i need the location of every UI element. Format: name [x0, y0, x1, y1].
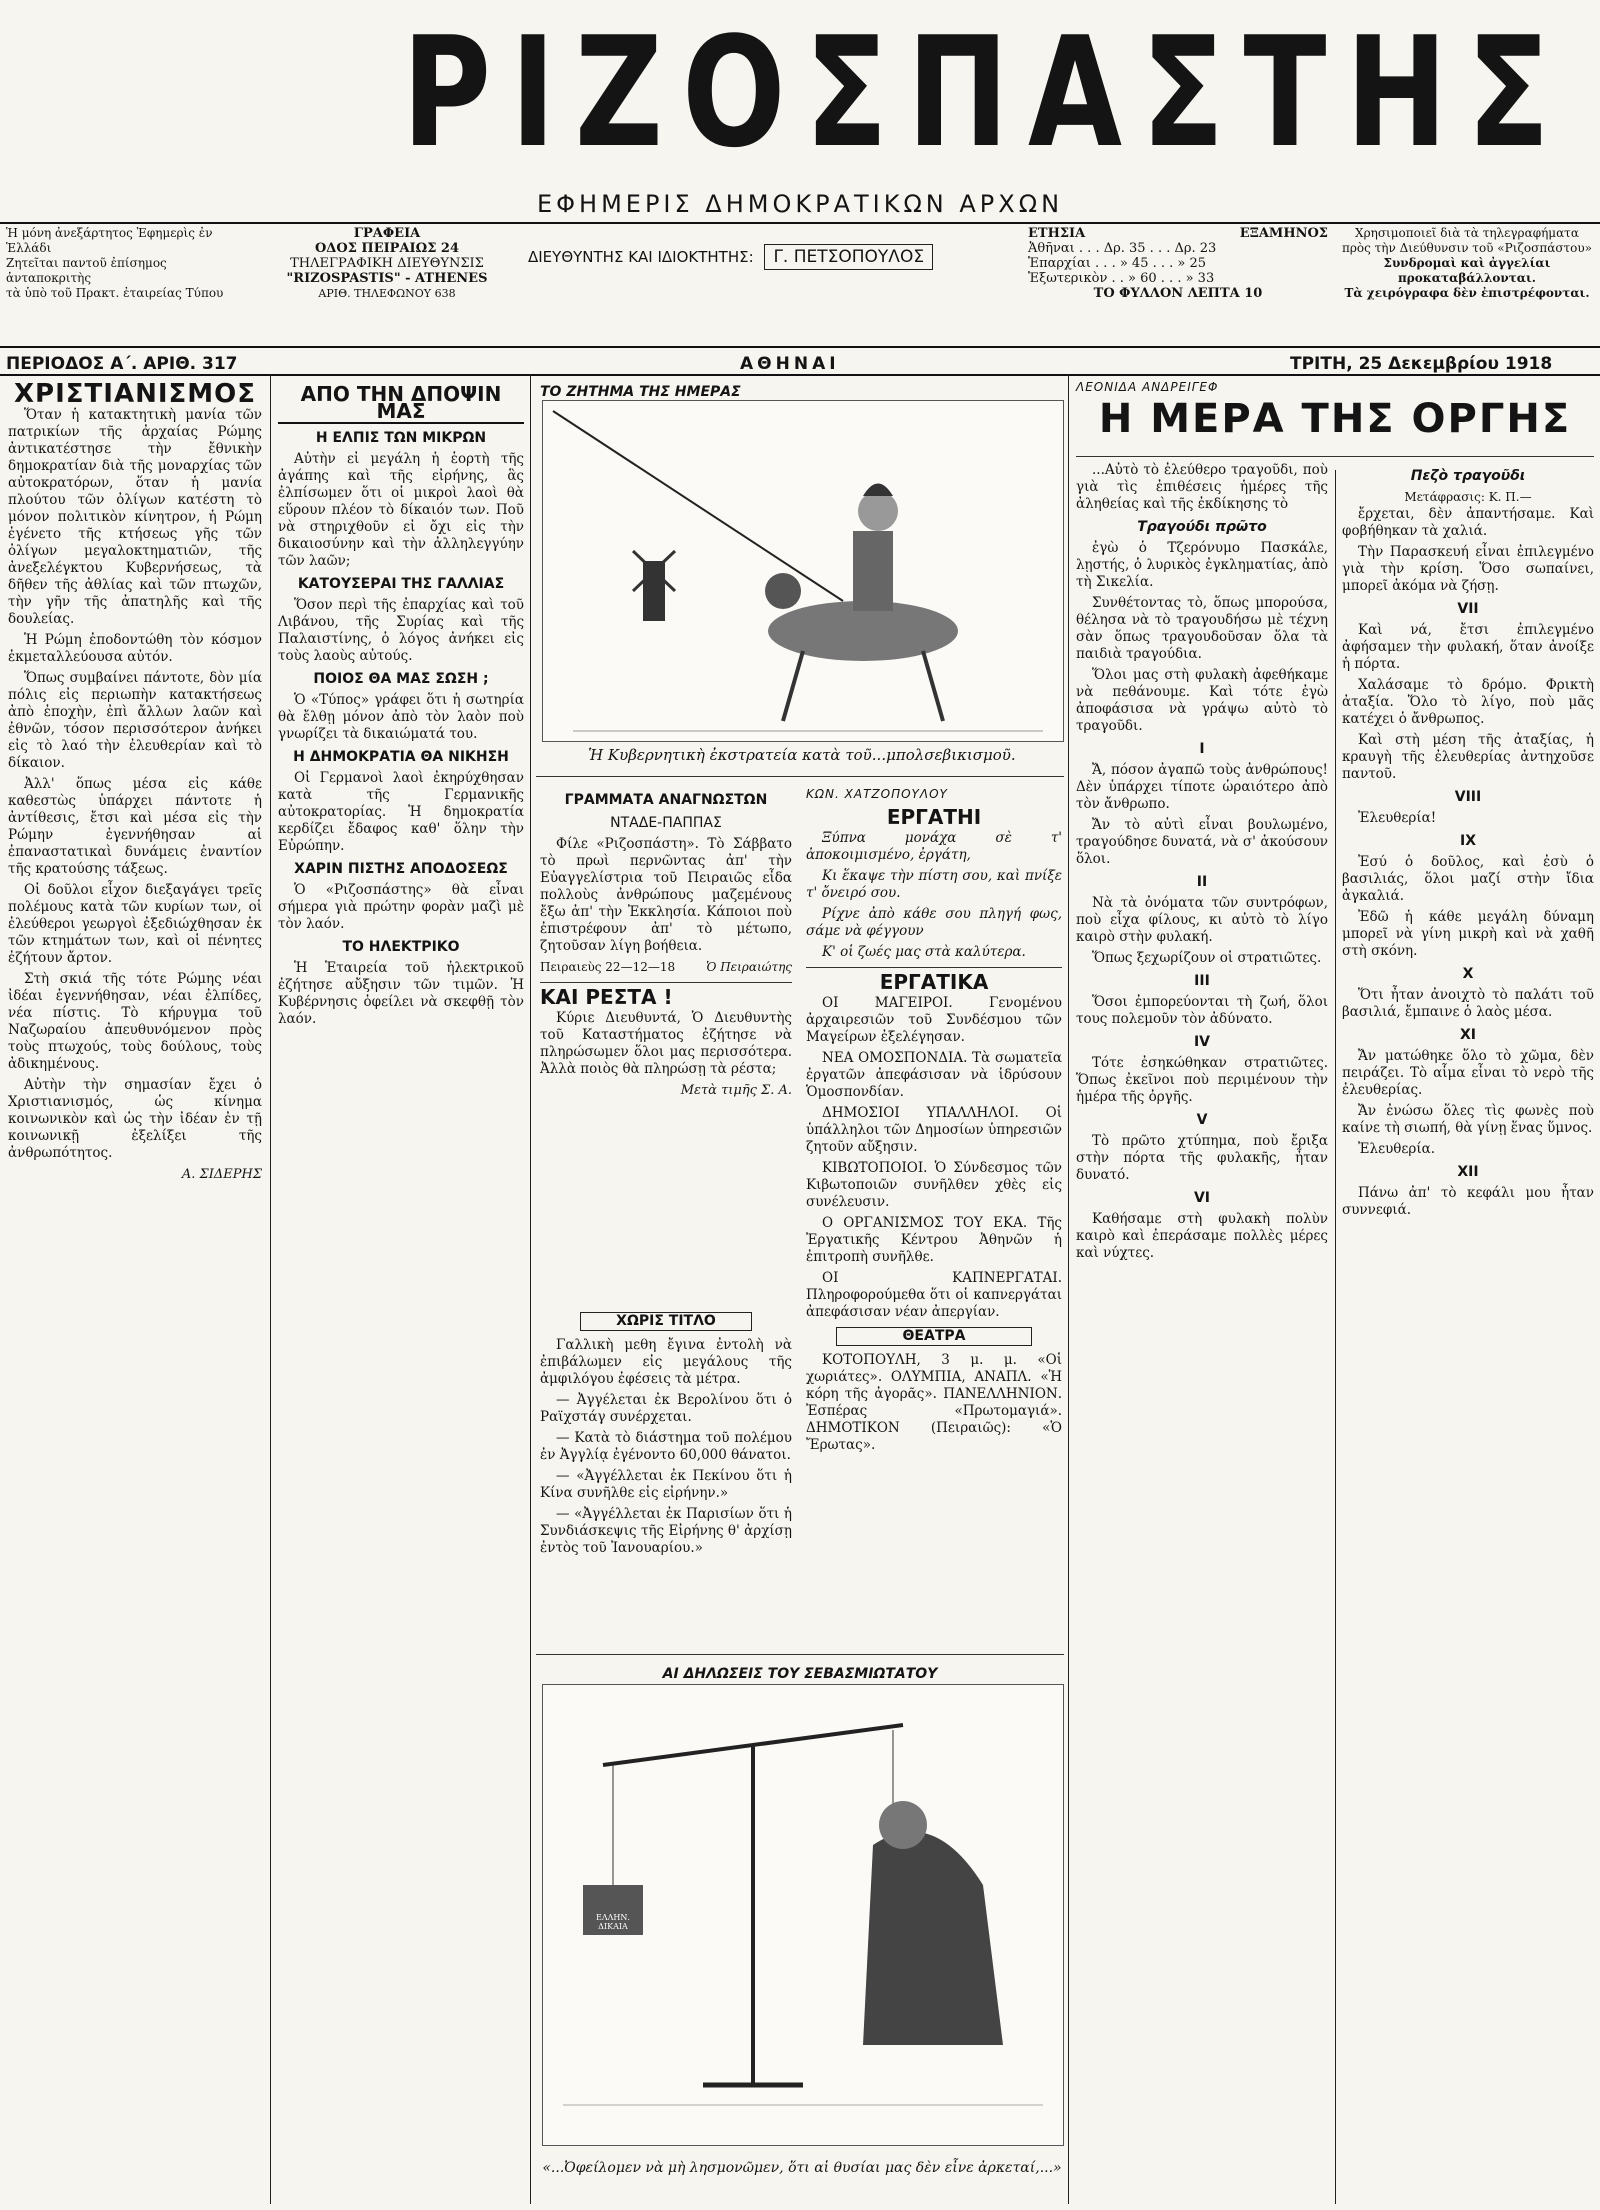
cartoon-illustration: [542, 400, 1064, 742]
section-heading: ΧΑΡΙΝ ΠΙΣΤΗΣ ΑΠΟΔΟΣΕΩΣ: [294, 861, 508, 877]
article-title: ΧΩΡΙΣ ΤΙΤΛΟ: [580, 1312, 752, 1331]
paragraph: Ὅσοι ἐμπορεύονται τὴ ζωή, ὅλοι τους πολεμοῦν τὸν ἀδύνατο.: [1076, 994, 1328, 1027]
info-line: Χρησιμοποιεῖ διὰ τὰ τηλεγραφήματα πρὸς τὴν Διεύθυνσιν τοῦ «Ριζοσπάστου»: [1341, 226, 1593, 255]
paragraph: Ὅταν ἡ κατακτητικὴ μανία τῶν πατρικίων τῆς ἀρχαίας Ρώμης ἀντικατέστησε τὴν ἔθνικὴν δημοκρατίαν διὰ τῆς μοναρχίας τῶν αὐτοκρατόρων, ὅταν ἡ μανία πλούτου τῶν ὀλίγων κατέστη τὸ μόνον πολιτικὸν κίνητρον, ἡ Ρώμη ἐγένετο τῆς κτήσεως γῆς τῶν ὀλίγων μεγαλοκτηματιῶν, τῆς ἀνεξελέγκτου Κυβερνήσεως, τὰ δῆθεν τῆς ἀθλίας καὶ τῶν πτωχῶν, τὴν γῆν τῆς ἀπατηλῆς καὶ τῆς δουλείας.: [8, 407, 262, 627]
paragraph: Κύριε Διευθυντά, Ὁ Διευθυντὴς τοῦ Καταστήματος ἐζήτησε νὰ πληρώσωμεν ὅλοι μας περισσότερα. Ἀλλὰ ποιὸς θὰ πληρώσῃ τὰ ρέστα;: [540, 1010, 792, 1077]
divider: [0, 222, 1600, 224]
paragraph: Ἄν τὸ αὐτὶ εἶναι βουλωμένο, τραγούδησε δυνατά, νὰ σ' ἀκούσουν ὅλοι.: [1076, 817, 1328, 867]
don-quixote-illustration: [543, 401, 1063, 741]
section-number: XII: [1457, 1164, 1479, 1180]
paragraph: Πάνω ἀπ' τὸ κεφάλι μου ἦταν συννεφιά.: [1342, 1185, 1594, 1218]
theatre-listing: ΚΟΤΟΠΟΥΛΗ, 3 μ. μ. «Οἱ χωριάτες». ΟΛΥΜΠΙΑ, ΑΝΑΠΛ. «Ἡ κόρη τῆς ἀγορᾶς». ΠΑΝΕΛΛΗΝΙΟΝ. Ἐσπέρας «Πρωτομαγιά». ΔΗΜΟΤΙΚΟΝ (Πειραιῶς): «Ὁ Ἔρωτας».: [806, 1352, 1062, 1453]
article-title: ΑΠΟ ΤΗΝ ΔΠΟΨΙΝ ΜΑΣ: [278, 386, 524, 424]
section-number: II: [1196, 874, 1208, 890]
paragraph: Ἐσύ ὁ δοῦλος, καὶ ἐσὺ ὁ βασιλιάς, ὅλοι μαζί στὴν ἴδια ἀγκαλιά.: [1342, 854, 1594, 904]
paragraph: Ὅτι ἦταν ἀνοιχτὸ τὸ παλάτι τοῦ βασιλιά, ἔμπαινε ὁ λαὸς μέσα.: [1342, 987, 1594, 1020]
paragraph: Αὐτὴν εἰ μεγάλη ἡ ἑορτὴ τῆς ἀγάπης καὶ τῆς εἰρήνης, ἃς ἐλπίσωμεν ὅτι οἱ μικροὶ λαοὶ θὰ εὕρουν πλέον τὸ δίκαιόν των. Ποῦ νὰ στηριχθοῦν εἰ ὄχι εἰς τὴν δικαιοσύνην καὶ τὴν ἀλληλεγγύην τῶν λαῶν;: [278, 451, 524, 569]
paragraph: Στὴ σκιά τῆς τότε Ρώμης νέαι ἰδέαι ἐγεννήθησαν, νέαι ἐλπίδες, νέα πίστις. Τὸ κήρυγμα τοῦ Ναζωραίου ἀπευθυνόμενον πρὸς τοὺς πτωχούς, τοὺς δούλους, τοὺς ἀδικημένους.: [8, 971, 262, 1072]
section-heading: ΕΡΓΑΤΙΚΑ: [879, 970, 989, 994]
poem-line: Ρίχνε ἀπὸ κάθε σου πληγή φως, σάμε νὰ φέγγουν: [806, 906, 1062, 939]
news-item: ΝΕΑ ΟΜΟΣΠΟΝΔΙΑ. Τὰ σωματεῖα ἐργατῶν ἀπεφάσισαν νὰ ἱδρύσουν Ὁμοσπονδίαν.: [806, 1050, 1062, 1100]
paragraph: Ὅλοι μας στὴ φυλακὴ ἀφεθήκαμε νὰ πεθάνουμε. Καὶ τότε ἐγὼ ἀποφάσισα νὰ γράψω αὐτὸ τὸ τραγοῦδι.: [1076, 667, 1328, 734]
article-title: ΚΑΙ ΡΕΣΤΑ !: [540, 985, 673, 1009]
article-title: ΕΡΓΑΤΗΙ: [886, 805, 982, 829]
serial-header: [1076, 380, 1594, 444]
subscriptions-box: [1028, 226, 1328, 314]
paragraph: Οἱ Γερμανοὶ λαοὶ ἐκηρύχθησαν κατὰ τῆς Γερμανικῆς αὐτοκρατορίας. Ἡ δημοκρατία κερδίζει ἔδαφος καθ' ὅλην τὴν Εὐρώπην.: [278, 770, 524, 854]
divider: [0, 374, 1600, 376]
info-line: τὰ ὑπὸ τοῦ Πρακτ. ἐταιρείας Τύπου: [6, 286, 224, 300]
news-item: — «Ἀγγέλλεται ἐκ Πεκίνου ὅτι ἡ Κίνα συνῆλθε εἰς εἰρήνην.»: [540, 1468, 792, 1501]
article-christianity: [8, 380, 262, 2202]
issue-date: ΤΡΙΤΗ, 25 Δεκεμβρίου 1918: [1290, 354, 1553, 374]
info-right: [1340, 226, 1594, 314]
poem-line: Ξύπνα μονάχα σὲ τ' ἀποκοιμισμένο, ἐργάτη,: [806, 830, 1062, 863]
paragraph: Ὁ «Ριζοσπάστης» θὰ εἶναι σήμερα γιὰ πρώτην φορὰν μαζὶ μὲ τὸν λαόν.: [278, 882, 524, 932]
news-item: — «Ἀγγέλλεται ἐκ Παρισίων ὅτι ἡ Συνδιάσκεψις τῆς Εἰρήνης θ' ἀρχίσῃ ἐντὸς τοῦ Ἰανουαρίου.»: [540, 1506, 792, 1556]
section-number: V: [1196, 1112, 1208, 1128]
paragraph: Ὅπως ξεχωρίζουν οἱ στρατιῶτες.: [1092, 950, 1322, 966]
newspaper-subtitle: ΕΦΗΜΕΡΙΣ ΔΗΜΟΚΡΑΤΙΚΩΝ ΑΡΧΩΝ: [536, 190, 1064, 218]
paragraph: Φίλε «Ριζοσπάστη». Τὸ Σάββατο τὸ πρωὶ περνῶντας ἀπ' τὴν Εὐαγγελίστρια τοῦ Πειραιῶς εἶδα πολλοὺς ἀνθρώπους μαζεμένους ἔξω ἀπ' τὴν Ἐκκλησία. Κάποιοι ποὺ ἐπιστρέφουν ἀπ' τὸ μέτωπο, ζητοῦσαν λίγη βοήθεια.: [540, 836, 792, 954]
section-number: III: [1194, 973, 1210, 989]
paragraph: ἔρχεται, δὲν ἀπαντήσαμε. Καὶ φοβήθηκαν τὰ χαλιά.: [1342, 506, 1594, 539]
paragraph: Νὰ τὰ ὀνόματα τῶν συντρόφων, ποὺ εἶχα φίλους, κι αὐτὸ τὸ λίγο καιρὸ στὴν φυλακή.: [1076, 895, 1328, 945]
news-item: ΔΗΜΟΣΙΟΙ ΥΠΑΛΛΗΛΟΙ. Οἱ ὑπάλληλοι τῶν Δημοσίων ὑπηρεσιῶν ζητοῦν αὔξησιν.: [806, 1105, 1062, 1155]
article-author: Α. ΣΙΔΕΡΗΣ: [181, 1167, 262, 1182]
subs-row: Ἐπαρχίαι . . . » 45 . . . » 25: [1028, 256, 1207, 271]
letter-signature: Ὁ Πειραιώτης: [706, 960, 792, 974]
paragraph: Καὶ νά, ἔτσι ἐπιλεγμένο ἀφήσαμεν τὴν φυλακή, ὅταν ἀνοίξε ἡ πόρτα.: [1342, 622, 1594, 672]
section-heading: ΘΕΑΤΡΑ: [836, 1327, 1032, 1346]
paragraph: Αὐτὴν τὴν σημασίαν ἔχει ὁ Χριστιανισμός, ὡς κίνημα κοινωνικὸν καὶ ὡς τὴν ἰδέαν ἐν τῇ κοινωνικῇ ἐξελίξει τῆς ἀνθρωπότητος.: [8, 1077, 262, 1161]
section-heading: ΚΑΤΟΥΣΕΡΑΙ ΤΗΣ ΓΑΛΛΙΑΣ: [297, 576, 505, 592]
paragraph: ...Αὐτὸ τὸ ἐλεύθερο τραγοῦδι, ποὺ γιὰ τὶς ἐπιθέσεις ἡμέρες τῆς ἀληθείας καὶ τῆς ἐκδίκησης τὸ: [1076, 462, 1328, 512]
offices-telegraph: ΤΗΛΕΓΡΑΦΙΚΗ ΔΙΕΥΘΥΝΣΙΣ: [290, 256, 484, 271]
poem-author: ΚΩΝ. ΧΑΤΖΟΠΟΥΛΟΥ: [806, 787, 948, 801]
director-label: ΔΙΕΥΘΥΝΤΗΣ ΚΑΙ ΙΔΙΟΚΤΗΤΗΣ:: [528, 248, 754, 266]
news-item: Γαλλικὴ μεθη ἔγινα ἐντολὴ νὰ ἐπιβάλωμεν εἰς μεγάλους τῆς ἀμφιλόγου ἐφέσεις τὰ μέτρα.: [540, 1337, 792, 1387]
article-title: ΓΡΑΜΜΑΤΑ ΑΝΑΓΝΩΣΤΩΝ: [564, 792, 768, 808]
cartoon-header: ΑΙ ΔΗΛΩΣΕΙΣ ΤΟΥ ΣΕΒΑΣΜΙΩΤΑΤΟΥ: [662, 1666, 938, 1682]
section-number: IV: [1193, 1034, 1211, 1050]
serial-translator: Μετάφρασις: Κ. Π.—: [1404, 490, 1532, 504]
paragraph: Ἄν ματώθηκε ὅλο τὸ χῶμα, δὲν πειράζει. Τὸ αἷμα εἶναι τὸ νερὸ τῆς ἐλευθερίας.: [1342, 1048, 1594, 1098]
section-heading: Τραγούδι πρῶτο: [1137, 519, 1267, 535]
paragraph: Τότε ἐσηκώθηκαν στρατιῶτες. Ὅπως ἐκεῖνοι ποὺ περιμένουν τὴν ἡμέρα τῆς ὀργῆς.: [1076, 1055, 1328, 1105]
serial-column-a: [1076, 462, 1328, 2202]
subs-row: Ἐξωτερικὸν . . » 60 . . . » 33: [1028, 271, 1215, 286]
paragraph: Καὶ στὴ μέση τῆς ἀταξίας, ἡ κραυγὴ τῆς ἐλευθερίας ἀντηχοῦσε παντοῦ.: [1342, 732, 1594, 782]
cartoon-illustration: [542, 1684, 1064, 2146]
section-number: VIII: [1454, 789, 1482, 805]
article-opinion: [278, 380, 524, 2202]
section-number: VII: [1457, 601, 1479, 617]
info-line: Ἡ μόνη ἀνεξάρτητος Ἐφημερὶς ἐν Ἑλλάδι: [6, 226, 213, 255]
news-item: ΟΙ ΜΑΓΕΙΡΟΙ. Γενομένου ἀρχαιρεσιῶν τοῦ Συνδέσμου τῶν Μαγείρων ἐξελέγησαν.: [806, 995, 1062, 1045]
section-number: I: [1199, 741, 1205, 757]
divider: [1076, 456, 1594, 457]
serial-column-b: [1342, 462, 1594, 2202]
section-number: IX: [1459, 833, 1476, 849]
divider: [536, 1654, 1064, 1655]
bag-label: ΕΛΛΗΝ. ΔΙΚΑΙΑ: [596, 1913, 630, 1931]
city: ΑΘΗΝΑΙ: [740, 354, 840, 374]
paragraph: Ὁ «Τύπος» γράφει ὅτι ἡ σωτηρία θὰ ἔλθῃ μόνον ἀπὸ τὸν λαὸν ποὺ γνωρίζει τὰ δικαιώματά του.: [278, 692, 524, 742]
poem-line: Κι ἕκαψε τὴν πίστη σου, καὶ πνίξε τ' ὄνειρό σου.: [806, 868, 1062, 901]
offices-title: ΓΡΑΦΕΙΑ: [353, 226, 421, 241]
paragraph: Ἡ Ἑταιρεία τοῦ ἠλεκτρικοῦ ἐζήτησε αὔξησιν τῶν τιμῶν. Ἡ Κυβέρνησις ὀφείλει νὰ σκεφθῇ τὸν λαόν.: [278, 960, 524, 1027]
info-line: Τὰ χειρόγραφα δὲν ἐπιστρέφονται.: [1344, 286, 1590, 300]
paragraph: Τὴν Παρασκευή εἶναι ἐπιλεγμένο γιὰ τὴν κρίση. Ὅσο σωπαίνει, μπορεῖ ἀκόμα νὰ ζήσῃ.: [1342, 544, 1594, 594]
offices-phone: ΑΡΙΘ. ΤΗΛΕΦΩΝΟΥ 638: [318, 287, 456, 300]
column-rule: [1335, 470, 1336, 2204]
issue-price: ΤΟ ΦΥΛΛΟΝ ΛΕΠΤΑ 10: [1093, 286, 1263, 301]
column-rule: [530, 374, 531, 2204]
info-line: Ζητεῖται παντοῦ ἐπίσημος ἀνταποκριτὴς: [6, 256, 167, 285]
serial-author: ΛΕΟΝΙΔΑ ΑΝΔΡΕΙΓΕΦ: [1076, 380, 1219, 394]
divider: [0, 346, 1600, 348]
subs-annual-label: ΕΤΗΣΙΑ: [1028, 226, 1086, 241]
paragraph: Ἀλλ' ὅπως μέσα εἰς κάθε καθεστὼς ὑπάρχει πάντοτε ἡ ἀντίθεσις, ἔτσι καὶ μέσα εἰς τὴν Ρώμην ἐγεννήθησαν αἱ ἐπαναστατικαὶ δυνάμεις ἐναντίον τῆς κρατούσης τάξεως.: [8, 776, 262, 877]
paragraph: Χαλάσαμε τὸ δρόμο. Φρικτὴ ἀταξία. Ὅλο τὸ λίγο, ποὺ μᾶς κατέχει ὁ ἄνθρωπος.: [1342, 677, 1594, 727]
section-heading: Η ΕΛΠΙΣ ΤΩΝ ΜΙΚΡΩΝ: [315, 430, 487, 446]
masthead: [0, 0, 1600, 218]
offices-telegraph-value: "RIZOSPASTIS" - ATHENES: [286, 271, 488, 286]
news-item: — Κατὰ τὸ διάστημα τοῦ πολέμου ἐν Ἀγγλίᾳ ἐγένοντο 60,000 θάνατοι.: [540, 1430, 792, 1463]
section-number: X: [1462, 966, 1474, 982]
column-rule: [270, 374, 271, 2204]
letter-signature: Μετὰ τιμῆς Σ. Α.: [680, 1083, 792, 1098]
article-workers: [806, 786, 1062, 1453]
subs-row: Ἀθῆναι . . . Δρ. 35 . . . Δρ. 23: [1028, 241, 1217, 256]
info-left: [6, 226, 246, 314]
paragraph: Καθήσαμε στὴ φυλακὴ πολὺν καιρὸ καὶ ἐπεράσαμε πολλὲς μέρες καὶ νύχτες.: [1076, 1211, 1328, 1261]
news-item: ΚΙΒΩΤΟΠΟΙΟΙ. Ὁ Σύνδεσμος τῶν Κιβωτοποιῶν συνῆλθεν χθὲς εἰς συνέλευσιν.: [806, 1160, 1062, 1210]
paragraph: Ἐδῶ ἡ κάθε μεγάλη δύναμη μπορεῖ νὰ γίνη μικρὴ καὶ νὰ χαθῆ στὴ σκόνη.: [1342, 909, 1594, 959]
director-line: [528, 247, 1028, 338]
director-name: Γ. ΠΕΤΣΟΠΟΥΛΟΣ: [764, 244, 933, 270]
cartoon-caption: Ἡ Κυβερνητικὴ ἐκστρατεία κατὰ τοῦ...μπολσεβικισμοῦ.: [588, 746, 1016, 764]
section-heading: ΤΟ ΗΛΕΚΤΡΙΚΟ: [342, 939, 460, 955]
paragraph: Ἄ, πόσον ἀγαπῶ τοὺς ἀνθρώπους! Δὲν ὑπάρχει τίποτε ὡραιότερο ἀπὸ τὸν ἄνθρωπο.: [1076, 762, 1328, 812]
paragraph: Ἐλευθερία!: [1358, 810, 1437, 826]
article-subtitle: ΝΤΑΔΕ-ΠΑΠΠΑΣ: [610, 815, 722, 831]
paragraph: Ὅπως συμβαίνει πάντοτε, δὸν μία πόλις εἰς περιωπὴν κατακτήσεως ἀπὸ ἐποχὴν, ἐπὶ ἄλλων λαῶν καὶ ἐθνῶν, τόσον περισσότερον ἀνήκει εἰς τὸ λαό τὴν ἐλευθερίαν καὶ τὸ δίκαιον.: [8, 670, 262, 771]
paragraph: Ἡ Ρώμη ἐποδοντώθη τὸν κόσμον ἐκμεταλλεύουσα αὐτόν.: [8, 632, 262, 665]
subs-semi-label: ΕΞΑΜΗΝΟΣ: [1239, 226, 1328, 241]
info-line: Συνδρομαὶ καὶ ἀγγελίαι προκαταβάλλονται.: [1383, 256, 1551, 285]
news-item: Ο ΟΡΓΑΝΙΣΜΟΣ ΤΟΥ ΕΚΑ. Τῆς Ἐργατικῆς Κέντρου Ἀθηνῶν ἡ ἐπιτροπὴ συνῆλθε.: [806, 1215, 1062, 1265]
news-item: — Ἀγγέλεται ἐκ Βερολίνου ὅτι ὁ Ραϊχστάγ συνέρχεται.: [540, 1392, 792, 1425]
letter-date: Πειραιεὺς 22—12—18: [540, 960, 676, 974]
paragraph: Ἐλευθερία.: [1358, 1141, 1436, 1157]
paragraph: ἐγὼ ὁ Τζερόνυμο Πασκάλε, λῃστής, ὁ λυρικὸς ἐγκληματίας, ἀπὸ τὴ Σικελία.: [1076, 540, 1328, 590]
issue-number: ΠΕΡΙΟΔΟΣ Α΄. ΑΡΙΘ. 317: [6, 354, 238, 374]
column-rule: [1068, 374, 1069, 2204]
section-heading: ΠΟΙΟΣ ΘΑ ΜΑΣ ΣΩΣΗ ;: [313, 671, 489, 687]
paragraph: Συνθέτοντας τὸ, ὅπως μπορούσα, θέλησα νὰ τὸ τραγουδήσω μὲ τέχνη σὰν ὅπως τραγουδοῦσαν ὅλα τὰ παιδιὰ τραγούδια.: [1076, 595, 1328, 662]
section-number: XI: [1459, 1027, 1476, 1043]
paragraph: Τὸ πρῶτο χτύπημα, ποὺ ἔριξα στὴν πόρτα τῆς φυλακῆς, ἦταν δυνατό.: [1076, 1133, 1328, 1183]
cartoon-header: ΤΟ ΖΗΤΗΜΑ ΤΗΣ ΗΜΕΡΑΣ: [540, 384, 741, 400]
paragraph: Ἄν ἐνώσω ὅλες τὶς φωνὲς ποὺ καίνε τὴ σιωπή, θὰ γίνῃ ἕνας ὕμνος.: [1342, 1103, 1594, 1136]
serial-subtitle: Πεζὸ τραγοῦδι: [1410, 468, 1526, 484]
cartoon-caption: «...Ὀφείλομεν νὰ μὴ λησμονῶμεν, ὅτι αἱ θυσίαι μας δὲν εἶνε ἀρκεταί,...»: [542, 2160, 1062, 2176]
offices-address: ΟΔΟΣ ΠΕΙΡΑΙΩΣ 24: [314, 241, 460, 256]
paragraph: Ὅσον περὶ τῆς ἐπαρχίας καὶ τοῦ Λιβάνου, τῆς Συρίας καὶ τῆς Παλαιστίνης, ὁ λόγος ἀνήκει εἰς τοὺς λαοὺς αὐτούς.: [278, 597, 524, 664]
article-title: ΧΡΙΣΤΙΑΝΙΣΜΟΣ: [14, 379, 256, 409]
divider: [536, 776, 1064, 777]
paragraph: Οἱ δοῦλοι εἶχον διεξαγάγει τρεῖς πολέμους κατὰ τῶν κυρίων των, οἱ ἐλεύθεροι γεωργοὶ ἐξεδιώχθησαν ἐκ τῶν κτημάτων των, καὶ οἱ πένητες ἐζήτουν ἄρτον.: [8, 882, 262, 966]
article-letters: [540, 786, 792, 1306]
article-untitled: [540, 1310, 792, 1650]
poem-line: Κ' οἱ ζωές μας στὰ καλύτερα.: [822, 944, 1026, 960]
newspaper-title: ΡΙΖΟΣΠΑΣΤΗΣ: [402, 4, 1569, 181]
serial-title: Η ΜΕΡΑ ΤΗΣ ΟΡΓΗΣ: [1098, 396, 1572, 442]
section-heading: Η ΔΗΜΟΚΡΑΤΙΑ ΘΑ ΝΙΚΗΣΗ: [293, 749, 509, 765]
offices-box: [262, 226, 512, 314]
section-number: VI: [1193, 1190, 1211, 1206]
news-item: ΟΙ ΚΑΠΝΕΡΓΑΤΑΙ. Πληροφορούμεθα ὅτι οἱ καπνεργάται ἀπεφάσισαν νέαν ἀπεργίαν.: [806, 1270, 1062, 1320]
